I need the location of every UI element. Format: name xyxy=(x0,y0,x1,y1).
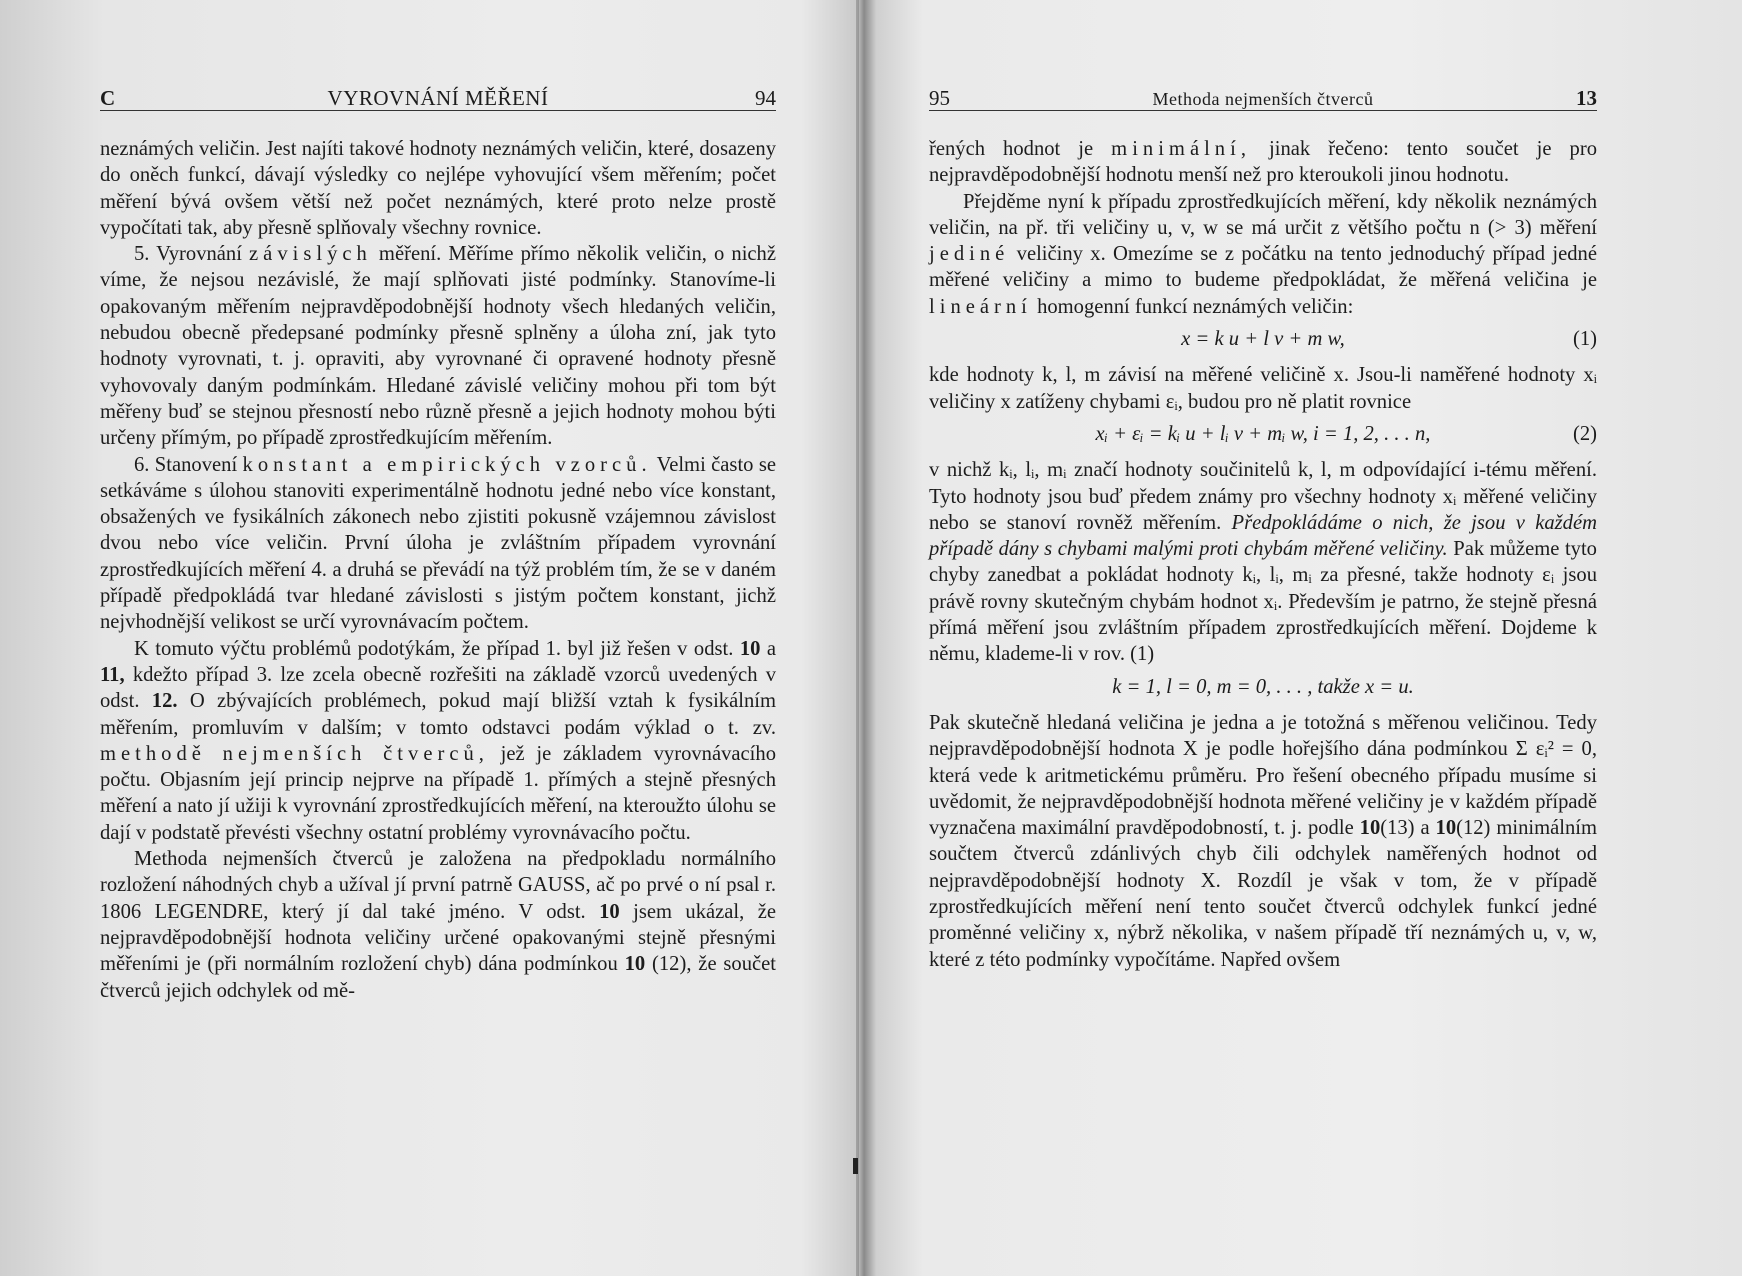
right-running-head xyxy=(929,84,1597,111)
equation-2: xᵢ + εᵢ = kᵢ u + lᵢ v + mᵢ w, i = 1, 2, . . . n, (2) xyxy=(1095,422,1597,445)
paragraph: kde hodnoty k, l, m závisí na měřené veličině x. Jsou-li naměřené hodnoty xᵢ veličiny x zatíženy chybami εᵢ, budou pro ně platit rovnice xyxy=(929,364,1597,413)
page-number: 95 xyxy=(929,86,950,110)
equation-1: x = k u + l v + m w, (1) xyxy=(1181,328,1597,351)
binding-mark xyxy=(853,1158,858,1174)
paragraph: 5. Vyrovnání závislých měření. Měříme přímo několik veličin, o nichž víme, že nejsou nezávislé, že mají splňovati jisté podmínky. Stanovíme-li opakovaným měřením nejpravděpodobnější hodnoty všech hledaných veličin, nebudou obecně předepsané podmínky přesně splněny a úloha zní, jak tyto hodnoty vyrovnati, t. j. opraviti, aby vyrovnané či opravené hodnoty přesně vyhovovaly daným podmínkám. Hledané závislé veličiny mohou při tom být měřeny buď se stejnou přesností nebo různě přesně a jejich hodnoty mohou býti určeny přímým, po případě zprostředkujícím měřením. xyxy=(100,243,776,450)
left-page-text xyxy=(100,136,776,1004)
paragraph: Methoda nejmenších čtverců je založena na předpokladu normálního rozložení náhodných chyb a užíval jí první patrně GAUSS, ač po prvé o ní psal r. 1806 LEGENDRE, který jí dal také jméno. V odst. 10 jsem ukázal, že nejpravděpodobnější hodnota veličiny určené opakovanými stejně přesnými měřeními je (při normálním rozložení chyb) dána podmínkou 10 (12), že součet čtverců jejich odchylek od mě- xyxy=(100,848,777,1002)
right-page xyxy=(929,0,1597,1276)
header-title: VYROVNÁNÍ MĚŘENÍ xyxy=(327,86,549,110)
left-page xyxy=(100,0,776,1276)
paragraph: v nichž kᵢ, lᵢ, mᵢ značí hodnoty součinitelů k, l, m odpovídající i-tému měření. Tyto hodnoty jsou buď předem známy pro všechny hodnoty xᵢ měřené veličiny nebo se stanoví rovněž měřením. Předpokládáme o nich, že jsou v každém případě dány s chybami malými proti chybám měřené veličiny. Pak můžeme tyto chyby zanedbat a pokládat hodnoty kᵢ, lᵢ, mᵢ za přesné, takže hodnoty εᵢ jsou právě rovny skutečným chybám hodnot xᵢ. Především je patrno, že stejně přesná přímá měření jsou zvláštním případem zprostředkujících měření. Dojdeme k němu, klademe-li v rov. (1) xyxy=(929,459,1597,666)
paragraph: neznámých veličin. Jest najíti takové hodnoty neznámých veličin, které, dosazeny do oněch funkcí, dávají výsledky co nejlépe vyhovující všem měřením; počet měření bývá ovšem větší než počet neznámých, které proto nelze prostě vypočítati tak, aby přesně splňovaly všechny rovnice. xyxy=(100,138,776,239)
header-letter: C xyxy=(100,86,116,110)
header-title: Methoda nejmenších čtverců xyxy=(1152,89,1374,109)
paragraph: 6. Stanovení konstant a empirických vzorců. Velmi často se setkáváme s úlohou stanoviti experimentálně hodnotu jedné nebo více konstant, obsažených ve fysikálních zákonech nebo zjistiti pokusně vzájemnou závislost dvou nebo více veličin. První úloha je zvláštním případem vyrovnání zprostředkujících měření 4. a druhá se převádí na týž problém tím, že se v daném případě předpokládá tvar hledané závislosti s jistým počtem konstant, jichž nejvhodnější velikost se určí vyrovnávacím počtem. xyxy=(100,453,776,634)
paragraph: Přejděme nyní k případu zprostředkujících měření, kdy několik neznámých veličin, na př. tři veličiny u, v, w se má určit z většího počtu n (> 3) měření jediné veličiny x. Omezíme se z počátku na tento jednoduchý případ jedné měřené veličiny a mimo to budeme předpokládat, že měřená veličina je lineární homogenní funkcí neznámých veličin: xyxy=(929,190,1597,318)
paragraph: Pak skutečně hledaná veličina je jedna a je totožná s měřenou veličinou. Tedy nejpravděpodobnější hodnota X je podle hořejšího dána podmínkou Σ εᵢ² = 0, která vede k aritmetickému průměru. Pro řešení obecného případu musíme si uvědomit, že nejpravděpodobnější hodnota měřené veličiny je v každém případě vyznačena maximální pravděpodobností, t. j. podle 10(13) a 10(12) minimálním součtem čtverců zdánlivých chyb čili odchylek naměřených hodnot od nejpravděpodobnější hodnoty X. Rozdíl je však v tom, že v případě zprostředkujících měření není tento součet čtverců odchylek funkcí jedné proměnné veličiny x, nýbrž několika, v našem případě tří neznámých u, v, w, které z této podmínky vypočítáme. Napřed ovšem xyxy=(929,711,1598,971)
right-page-text xyxy=(929,136,1597,973)
gutter-shadow xyxy=(856,0,859,1276)
paragraph: K tomuto výčtu problémů podotýkám, že případ 1. byl již řešen v odst. 10 a 11, kdežto případ 3. lze zcela obecně rozřešiti na základě vzorců uvedených v odst. 12. O zbývajících problémech, pokud mají bližší vztah k fysikálním měřením, promluvím v dalším; v tomto odstavci podám výklad o t. zv. methodě nejmenších čtverců, jež je základem vyrovnávacího počtu. Objasním její princip nejprve na případě 1. přímých a stejně přesných měření a nato jí užiji k vyrovnání zprostředkujících měření, na kteroužto úlohu se dají v podstatě převésti všechny ostatní problémy vyrovnávacího počtu. xyxy=(100,637,776,844)
paragraph: řených hodnot je minimální, jinak řečeno: tento součet je pro nejpravděpodobnější hodnotu menší než pro kteroukoli jinou hodnotu. xyxy=(929,138,1597,187)
page-number: 94 xyxy=(755,86,776,110)
left-running-head xyxy=(100,84,776,111)
equation-3: k = 1, l = 0, m = 0, . . . , takže x = u. xyxy=(1112,675,1414,698)
section-number: 13 xyxy=(1576,86,1597,110)
